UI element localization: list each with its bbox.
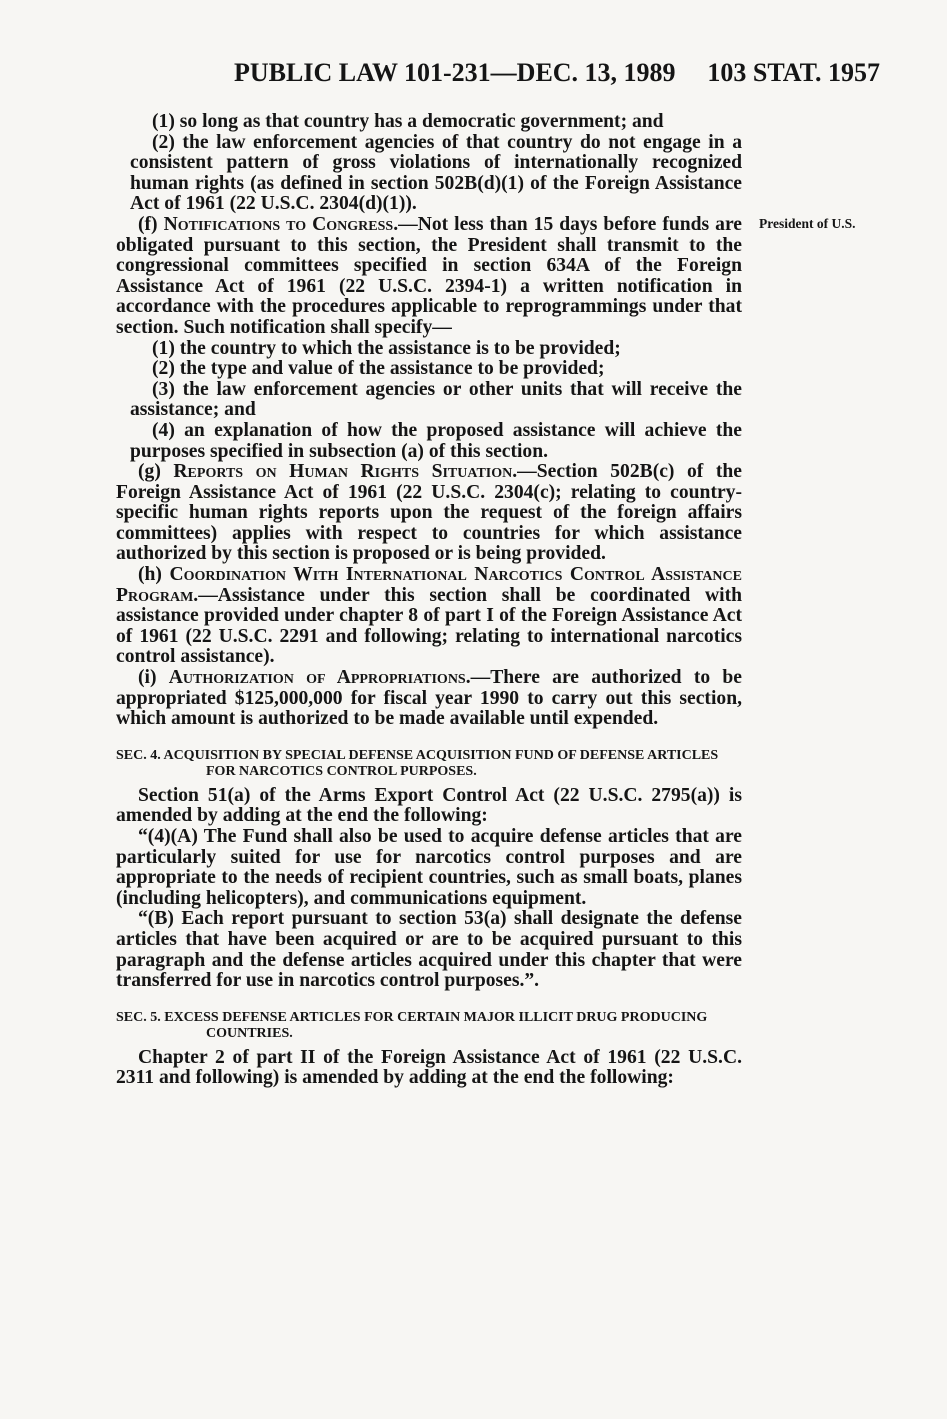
subsection-f-heading: Notifications to Congress. (163, 213, 399, 235)
subsection-h-label: (h) (138, 564, 170, 586)
subsection-h-heading: Coordination With International Narcotics Control Assistance Program. (116, 564, 742, 606)
subsection-h (116, 565, 742, 668)
section-4-paragraph-3: “(B) Each report pursuant to section 53(a) shall designate the defense articles that have been acquired or are to be acquired pursuant to this paragraph and the defense articles acquired under this chapter that were transferred for use in narcotics control purposes.”. (116, 908, 742, 992)
subsection-f-item-3: (3) the law enforcement agencies or other units that will receive the assistance; and (130, 378, 742, 421)
subsection-g-label: (g) (138, 461, 174, 483)
section-4-paragraph-2: “(4)(A) The Fund shall also be used to acquire defense articles that are particularly suited for use for narcotics control purposes and are appropriate to the needs of recipient countries, such as small boats, planes (including helicopters), and communications equipment. (116, 826, 742, 909)
section-5-paragraph-1: Chapter 2 of part II of the Foreign Assistance Act of 1961 (22 U.S.C. 2311 and following) is amended by adding at the end the following: (116, 1046, 742, 1089)
subsection-g-heading: Reports on Human Rights Situation. (173, 461, 518, 483)
subsection-i (116, 668, 742, 730)
subsection-i-label: (i) (138, 667, 169, 689)
section-4-heading: SEC. 4. ACQUISITION BY SPECIAL DEFENSE ACQUISITION FUND OF DEFENSE ARTICLES FOR NARCOTICS CONTROL PURPOSES. (116, 747, 719, 779)
subsection-i-text: —There are authorized to be appropriated $125,000,000 for fiscal year 1990 to carry out this section, which amount is authorized to be made available until expended. (116, 667, 742, 730)
subsection-g-text: —Section 502B(c) of the Foreign Assistance Act of 1961 (22 U.S.C. 2304(c); relating to country-specific human rights reports upon the request of the foreign affairs committees) applies with respect to countries for which assistance authorized by this section is proposed or is being provided. (116, 461, 742, 565)
subsection-g (116, 462, 742, 565)
subsection-i-heading: Authorization of Appropriations. (168, 667, 471, 689)
marginal-note: President of U.S. (759, 216, 856, 231)
subsection-f-item-4: (4) an explanation of how the proposed assistance will achieve the purposes specified in subsection (a) of this section. (130, 419, 742, 462)
document-body (116, 112, 742, 1089)
subsection-f-text: —Not less than 15 days before funds are obligated pursuant to this section, the President shall transmit to the congressional committees specified in section 634A of the Foreign Assistance Act of 1961 (22 U.S.C. 2394-1) a written notification in accordance with the procedures applicable to reprogrammings under that section. Such notification shall specify— (116, 213, 742, 338)
subsection-h-text: —Assistance under this section shall be coordinated with assistance provided under chapter 8 of part I of the Foreign Assistance Act of 1961 (22 U.S.C. 2291 and following; relating to international narcotics control assistance). (116, 584, 742, 668)
subsection-f (116, 215, 742, 339)
paragraph-1: (1) so long as that country has a democratic government; and (152, 111, 664, 132)
section-5-heading: SEC. 5. EXCESS DEFENSE ARTICLES FOR CERTAIN MAJOR ILLICIT DRUG PRODUCING COUNTRIES. (116, 1009, 708, 1041)
statute-page-number: 103 STAT. 1957 (707, 58, 880, 87)
subsection-f-item-1: (1) the country to which the assistance is to be provided; (152, 337, 621, 359)
paragraph-2: (2) the law enforcement agencies of that country do not engage in a consistent pattern of gross violations of internationally recognized human rights (as defined in section 502B(d)(1) of the Foreign Assistance Act of 1961 (22 U.S.C. 2304(d)(1)). (130, 131, 742, 215)
law-title: PUBLIC LAW 101-231—DEC. 13, 1989 (234, 58, 676, 87)
subsection-f-item-2: (2) the type and value of the assistance to be provided; (152, 358, 605, 380)
section-4-paragraph-1: Section 51(a) of the Arms Export Control Act (22 U.S.C. 2795(a)) is amended by adding at the end the following: (116, 784, 742, 827)
subsection-f-label: (f) (138, 213, 164, 235)
page-header (0, 58, 947, 94)
